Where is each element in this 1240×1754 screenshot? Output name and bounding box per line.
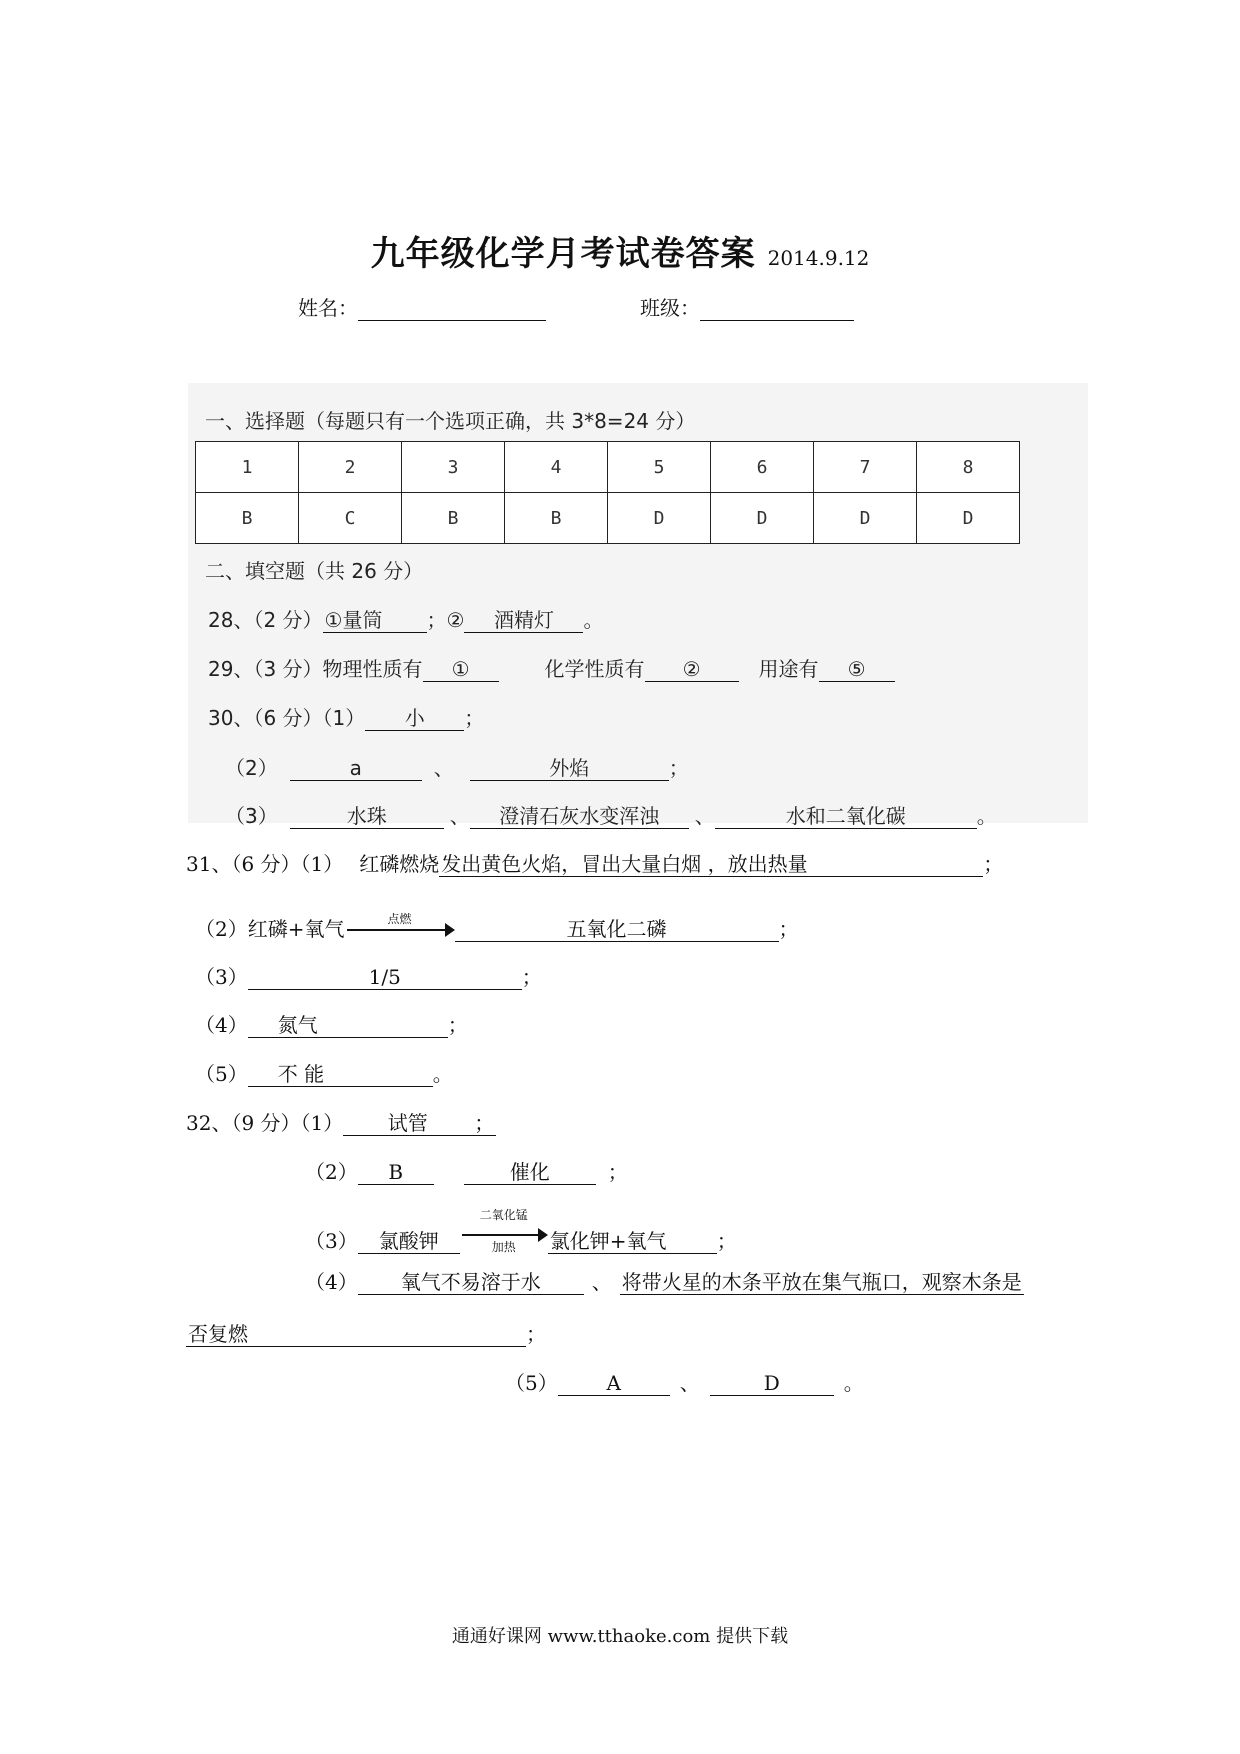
table-row-numbers xyxy=(196,442,1020,493)
q32-p4-label: （4） xyxy=(305,1270,358,1294)
q31-answer-1: 发出黄色火焰，冒出大量白烟 ，放出热量 xyxy=(439,853,983,877)
q32-answer-4c: 否复燃 xyxy=(186,1323,526,1347)
question-31-part-2 xyxy=(195,912,799,942)
name-blank[interactable] xyxy=(358,297,546,321)
table-cell-answer: D xyxy=(711,493,814,544)
q30-p3-sep-1: 、 xyxy=(449,804,470,828)
arrow-line xyxy=(347,929,447,931)
question-31-part-3 xyxy=(195,961,542,990)
question-28 xyxy=(208,604,603,633)
q32-answer-1: 试管 xyxy=(343,1112,472,1136)
q32-answer-5b: D xyxy=(710,1372,834,1396)
q30-p2-sep: 、 xyxy=(433,756,454,780)
q32-p2-end: ； xyxy=(607,1160,628,1184)
class-blank[interactable] xyxy=(700,297,854,321)
q31-p4-label: （4） xyxy=(195,1013,248,1037)
q30-answer-2a: a xyxy=(290,757,422,781)
q30-answer-1: 小 xyxy=(365,707,464,731)
q32-p3-end: ； xyxy=(716,1229,737,1253)
question-32-part-1 xyxy=(186,1107,496,1136)
q30-answer-2b: 外焰 xyxy=(470,757,669,781)
table-cell-answer: B xyxy=(505,493,608,544)
q31-p3-end: ； xyxy=(521,965,542,989)
q29-mid-2: 用途有 xyxy=(758,657,819,681)
q31-prefix: 31、（6 分）（1） xyxy=(186,852,344,876)
table-cell-answer: D xyxy=(917,493,1020,544)
q31-answer-4: 氮气 xyxy=(248,1014,448,1038)
q30-prefix: 30、（6 分）（1） xyxy=(208,706,366,730)
q30-p3-label: （3） xyxy=(225,804,278,828)
table-cell-number: 3 xyxy=(402,442,505,493)
q32-p4-sep: 、 xyxy=(591,1270,612,1294)
reaction-arrow xyxy=(345,912,455,942)
choice-answer-table xyxy=(195,441,1020,544)
q31-p4-end: ； xyxy=(447,1013,468,1037)
class-field-row xyxy=(640,292,854,321)
q31-p3-label: （3） xyxy=(195,965,248,989)
table-cell-number: 7 xyxy=(814,442,917,493)
q30-p2-label: （2） xyxy=(225,756,278,780)
table-cell-number: 1 xyxy=(196,442,299,493)
reaction-arrow-catalyst xyxy=(460,1208,548,1254)
q32-answer-3a: 氯酸钾 xyxy=(358,1230,460,1254)
question-32-part-2 xyxy=(305,1156,628,1185)
q32-prefix: 32、（9 分）（1） xyxy=(186,1111,344,1135)
q29-answer-1: ① xyxy=(423,658,499,682)
table-cell-number: 4 xyxy=(505,442,608,493)
q31-p2-lead: 红磷+氧气 xyxy=(247,917,345,941)
q30-answer-3b: 澄清石灰水变浑浊 xyxy=(470,805,689,829)
page-title xyxy=(0,226,1240,275)
q32-p3-label: （3） xyxy=(305,1229,358,1253)
q30-p3-end: 。 xyxy=(976,804,997,828)
question-30-part-1 xyxy=(208,702,484,731)
q31-answer-5: 不 能 xyxy=(248,1063,433,1087)
table-cell-answer: B xyxy=(402,493,505,544)
q28-end: 。 xyxy=(583,608,604,632)
q30-p1-end: ； xyxy=(464,706,485,730)
q32-answer-4a: 氧气不易溶于水 xyxy=(358,1271,584,1295)
question-32-part-3 xyxy=(305,1208,737,1254)
q28-prefix: 28、（2 分） xyxy=(208,608,323,632)
question-29 xyxy=(208,653,895,682)
question-30-part-2 xyxy=(225,752,689,781)
q32-answer-4b: 将带火星的木条平放在集气瓶口，观察木条是 xyxy=(621,1270,1022,1294)
table-cell-number: 6 xyxy=(711,442,814,493)
table-cell-number: 2 xyxy=(299,442,402,493)
class-label: 班级： xyxy=(640,296,700,320)
q32-p5-sep: 、 xyxy=(679,1371,700,1395)
name-field-row xyxy=(298,292,546,321)
table-cell-answer: D xyxy=(814,493,917,544)
question-31-part-4 xyxy=(195,1009,468,1038)
table-cell-answer: C xyxy=(299,493,402,544)
q32-answer-5a: A xyxy=(558,1372,670,1396)
q32-answer-2b: 催化 xyxy=(464,1161,596,1185)
section2-heading: 二、填空题（共 26 分） xyxy=(205,559,424,583)
arrow-condition-label: 点燃 xyxy=(387,912,412,926)
q29-answer-2: ② xyxy=(645,658,739,682)
table-cell-number: 8 xyxy=(917,442,1020,493)
q31-p2-label: （2） xyxy=(195,917,248,941)
q31-answer-3: 1/5 xyxy=(248,966,522,990)
q28-answer-1: ①量筒 xyxy=(323,609,427,633)
q30-p3-sep-2: 、 xyxy=(694,804,715,828)
table-row-answers xyxy=(196,493,1020,544)
q32-p2-label: （2） xyxy=(305,1160,358,1184)
q31-answer-2: 五氧化二磷 xyxy=(455,918,779,942)
q29-mid-1: 化学性质有 xyxy=(544,657,645,681)
arrow-heat-label: 加热 xyxy=(491,1240,516,1254)
q32-p5-label: （5） xyxy=(505,1371,558,1395)
arrow-head-icon xyxy=(445,923,455,937)
question-31-part-5 xyxy=(195,1058,453,1087)
q32-p5-end: 。 xyxy=(843,1371,864,1395)
q29-answer-3: ⑤ xyxy=(819,658,895,682)
q30-p2-end: ； xyxy=(668,756,689,780)
q29-prefix: 29、（3 分）物理性质有 xyxy=(208,657,423,681)
question-31-part-1 xyxy=(186,848,1003,877)
q31-p5-end: 。 xyxy=(432,1062,453,1086)
question-32-part-4-cont xyxy=(186,1318,546,1347)
question-30-part-3 xyxy=(225,800,997,829)
q30-answer-3a: 水珠 xyxy=(290,805,444,829)
q31-p5-label: （5） xyxy=(195,1062,248,1086)
q31-p1-end: ； xyxy=(983,852,1004,876)
q32-answer-2a: B xyxy=(358,1161,434,1185)
name-label: 姓名： xyxy=(298,296,358,320)
footer-source: 通通好课网 www.tthaoke.com 提供下载 xyxy=(451,1626,789,1647)
q28-sep: ；② xyxy=(426,608,465,632)
q31-p2-end: ； xyxy=(778,917,799,941)
table-cell-number: 5 xyxy=(608,442,711,493)
question-32-part-4 xyxy=(305,1266,1024,1295)
q30-answer-3c: 水和二氧化碳 xyxy=(715,805,977,829)
arrow-line xyxy=(462,1234,540,1236)
q32-p4-end: ； xyxy=(526,1322,546,1346)
table-cell-answer: B xyxy=(196,493,299,544)
table-cell-answer: D xyxy=(608,493,711,544)
section1-heading: 一、选择题（每题只有一个选项正确，共 3*8=24 分） xyxy=(205,409,696,433)
q31-p1-lead: 红磷燃烧 xyxy=(359,852,440,876)
q32-answer-3b: 氯化钾+氧气 xyxy=(548,1230,717,1254)
exam-date: 2014.9.12 xyxy=(767,246,870,270)
q32-p1-end: ； xyxy=(474,1111,495,1135)
question-32-part-5 xyxy=(505,1367,864,1396)
q28-answer-2: 酒精灯 xyxy=(464,609,583,633)
title-text: 九年级化学月考试卷答案 xyxy=(370,234,756,274)
arrow-catalyst-label: 二氧化锰 xyxy=(479,1208,528,1222)
